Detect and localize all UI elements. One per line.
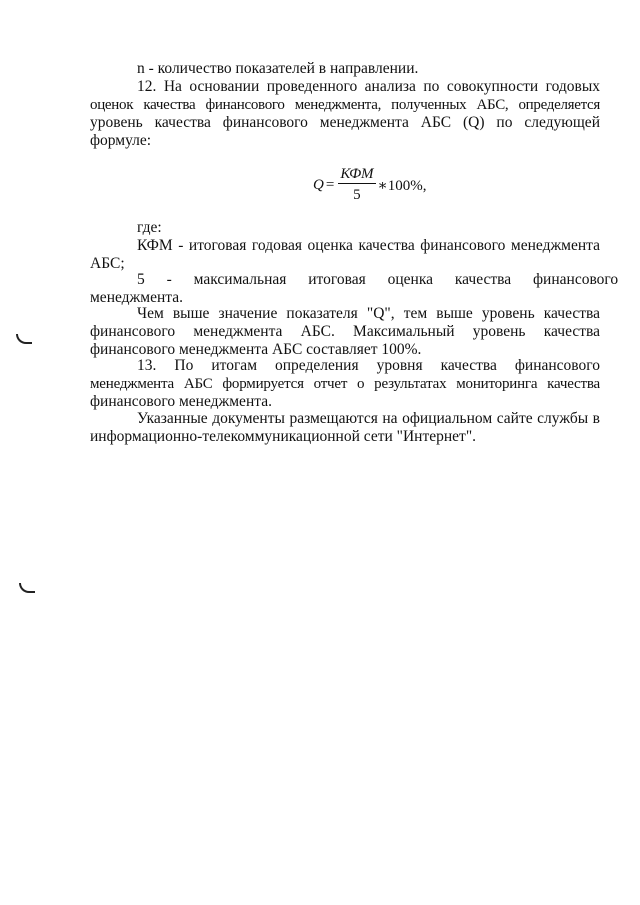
formula-tail: ∗100%,: [377, 177, 427, 194]
text-line: оценок качества финансового менеджмента, полученных АБС, определяется: [90, 97, 600, 113]
text-line: КФМ - итоговая годовая оценка качества финансового менеджмента: [137, 237, 600, 254]
text-line: финансового менеджмента АБС. Максимальный уровень качества: [90, 323, 600, 340]
paragraph-12: [90, 78, 600, 150]
text-line: формуле:: [90, 132, 152, 149]
paragraph-publication: [90, 410, 600, 446]
formula-denominator: 5: [353, 187, 361, 203]
margin-mark-bottom: [19, 583, 35, 593]
text-line: уровень качества финансового менеджмента АБС (Q) по следующей: [90, 114, 600, 131]
paragraph-q-explanation: [90, 305, 600, 359]
paragraph-five-definition: [90, 271, 619, 307]
text-line: финансового менеджмента АБС составляет 100%.: [90, 341, 422, 358]
text-line: информационно-телекоммуникационной сети "Интернет".: [90, 428, 477, 445]
text-line: менеджмента.: [90, 289, 183, 306]
text-line: менеджмента АБС формируется отчет о результатах мониторинга качества: [90, 376, 600, 392]
margin-mark-top: [16, 334, 32, 344]
text-line: где:: [137, 219, 162, 236]
text-line: 5 - максимальная итоговая оценка качества финансового: [137, 271, 619, 288]
paragraph-kfm-definition: [90, 237, 600, 273]
text-line: Указанные документы размещаются на официальном сайте службы в: [137, 410, 600, 427]
text-line: АБС;: [90, 255, 125, 272]
paragraph-13: [90, 357, 600, 411]
text-line: n - количество показателей в направлении.: [137, 60, 419, 77]
text-line: Чем выше значение показателя "Q", тем выше уровень качества: [137, 305, 600, 322]
paragraph-n-definition: [90, 60, 600, 78]
where-label: [90, 219, 600, 237]
formula-equals: =: [325, 176, 335, 193]
formula-lhs: Q: [313, 176, 324, 193]
text-line: 12. На основании проведенного анализа по совокупности годовых: [137, 78, 600, 95]
text-line: 13. По итогам определения уровня качества финансового: [137, 357, 600, 374]
formula-numerator: КФМ: [340, 166, 374, 182]
formula-fraction: [338, 166, 375, 204]
text-line: финансового менеджмента.: [90, 393, 272, 410]
formula-q: [313, 166, 427, 204]
